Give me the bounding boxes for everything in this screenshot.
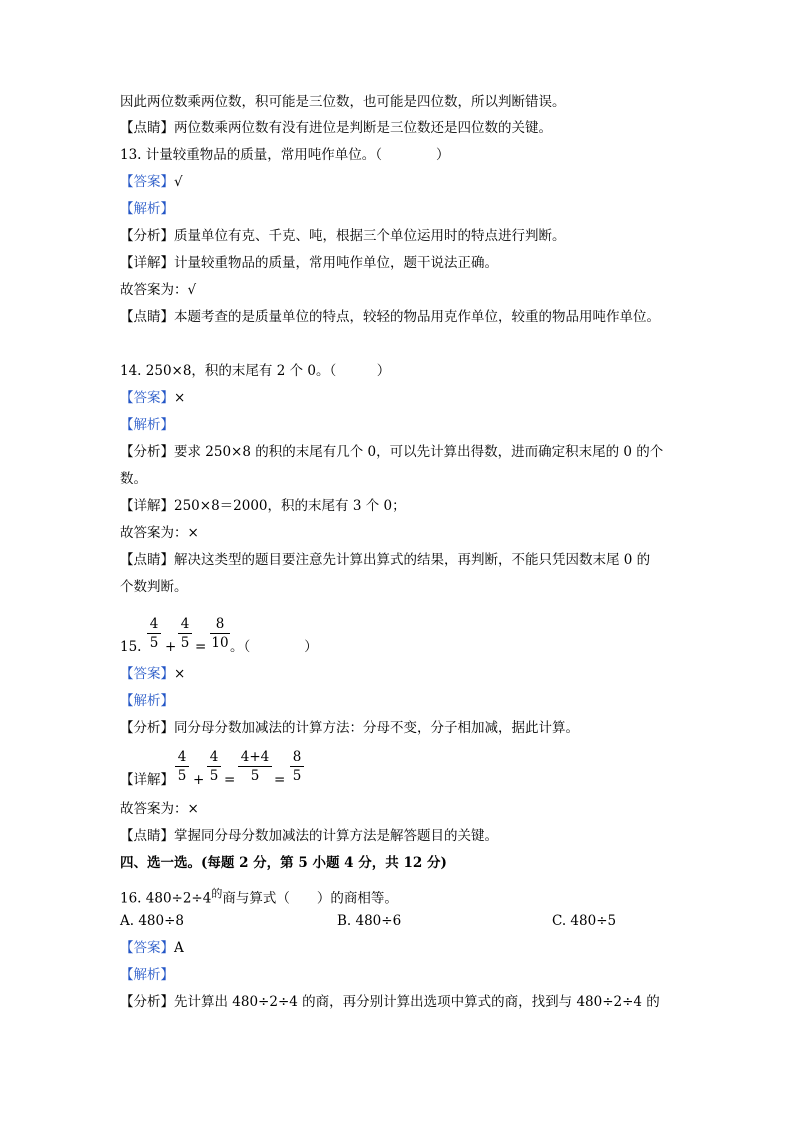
dianjing-14: 【点睛】解决这类型的题目要注意先计算出算式的结果，再判断，不能只凭因数末尾 0 的 — [120, 552, 651, 568]
dianjing-13: 【点睛】本题考查的是质量单位的特点，较轻的物品用克作单位，较重的物品用吨作单位。 — [120, 309, 660, 325]
question-13: 13. 计量较重物品的质量，常用吨作单位。（ ） — [120, 147, 450, 163]
dianjing-14-cont: 个数判断。 — [120, 579, 188, 595]
jiexi-14: 【解析】 — [120, 417, 174, 433]
dianjing-line: 【点睛】两位数乘两位数有没有进位是判断是三位数还是四位数的关键。 — [120, 120, 552, 136]
fraction: 4 5 — [178, 616, 192, 651]
section-heading: 四、选一选。(每题 2 分，第 5 小题 4 分，共 12 分) — [120, 855, 447, 871]
fenxi-14-cont: 数。 — [120, 471, 147, 487]
jiexi-13: 【解析】 — [120, 201, 174, 217]
answer-16: 【答案】A — [120, 940, 184, 956]
fraction: 4 5 — [175, 749, 189, 784]
xiangjie-14: 【详解】250×8＝2000，积的末尾有 3 个 0； — [120, 498, 406, 514]
fenxi-16: 【分析】先计算出 480÷2÷4 的商，再分别计算出选项中算式的商，找到与 480÷2÷4 的 — [120, 994, 660, 1010]
answer-summary-15: 故答案为：× — [120, 801, 199, 817]
question-14: 14. 250×8，积的末尾有 2 个 0。（ ） — [120, 363, 391, 379]
text-line: 因此两位数乘两位数，积可能是三位数，也可能是四位数，所以判断错误。 — [120, 94, 566, 110]
answer-15: 【答案】× — [120, 666, 186, 682]
option-a: A. 480÷8 — [120, 913, 184, 929]
xiangjie-13: 【详解】计量较重物品的质量，常用吨作单位，题干说法正确。 — [120, 255, 498, 271]
document-page: 因此两位数乘两位数，积可能是三位数，也可能是四位数，所以判断错误。 【点睛】两位数乘两位数有没有进位是判断是三位数还是四位数的关键。 13. 计量较重物品的质量，常用吨作单位。（ ） 【答案】√ 【解析】 【分析】质量单位有克、千克、吨，根据三个单位运用时的特点进行判断。 【详解】计量较重物品的质量，常用吨作单位，题干说法正确。 故答案为：√ 【点睛】本题考查的是质量单位的特点，较轻的物品用克作单位，较重的物品用吨作单位。 14. 250×8，积的末尾有 2 个 0。（ ） 【答案】× 【解析】 【分析】要求 250×8 的积的末尾有几个 0，可以先计算出得数，进而确定积末尾的 0 的个 数。 【详解】250×8＝2000，积的末尾有 3 个 0； 故答案为：× 【点睛】解决这类型的题目要注意先计算出算式的结果，再判断，不能只凭因数末尾 0 的 个数判断。 15. 4 5 + 4 5 = 8 10 。（ ） 【答案】× 【解析】 【分析】同分母分数加减法的计算方法：分母不变，分子相加减，据此计算。 【详解】 4 5 + 4 5 = 4+4 5 = 8 5 故答案为：× 【点睛】掌握同分母分数加减法的计算方法是解答题目的关键。 四、选一选。(每题 2 分，第 5 小题 4 分，共 12 分) 16. $480\div 2\div 4^的$商与算式（ ）的商相等。 A. 480÷8 B. 480÷6 C. 480÷5 【答案】A 【解析】 【分析】先计算出 480÷2÷4 的商，再分别计算出选项中算式的商，找到与 480÷2÷4 的 — [120, 94, 664, 1010]
answer-summary-14: 故答案为：× — [120, 525, 199, 541]
option-c: C. 480÷5 — [552, 913, 617, 929]
jiexi-16: 【解析】 — [120, 967, 174, 983]
fraction: 4 5 — [147, 616, 161, 651]
answer-14: 【答案】× — [120, 390, 186, 406]
answer-summary-13: 故答案为：√ — [120, 282, 197, 298]
fenxi-15: 【分析】同分母分数加减法的计算方法：分母不变，分子相加减，据此计算。 — [120, 720, 579, 736]
fraction: 4 5 — [207, 749, 221, 784]
answer-13: 【答案】√ — [120, 174, 183, 190]
dianjing-15: 【点睛】掌握同分母分数加减法的计算方法是解答题目的关键。 — [120, 828, 498, 844]
jiexi-15: 【解析】 — [120, 693, 174, 709]
fraction: 8 5 — [290, 749, 304, 784]
fenxi-14: 【分析】要求 250×8 的积的末尾有几个 0，可以先计算出得数，进而确定积末尾的 0 的个 — [120, 444, 664, 460]
question-16: 16. $480\div 2\div 4^的$商与算式（ ）的商相等。 — [120, 887, 398, 907]
fraction: 4+4 5 — [238, 749, 272, 784]
fenxi-13: 【分析】质量单位有克、千克、吨，根据三个单位运用时的特点进行判断。 — [120, 228, 566, 244]
option-b: B. 480÷6 — [337, 913, 402, 929]
fraction: 8 10 — [211, 616, 229, 651]
